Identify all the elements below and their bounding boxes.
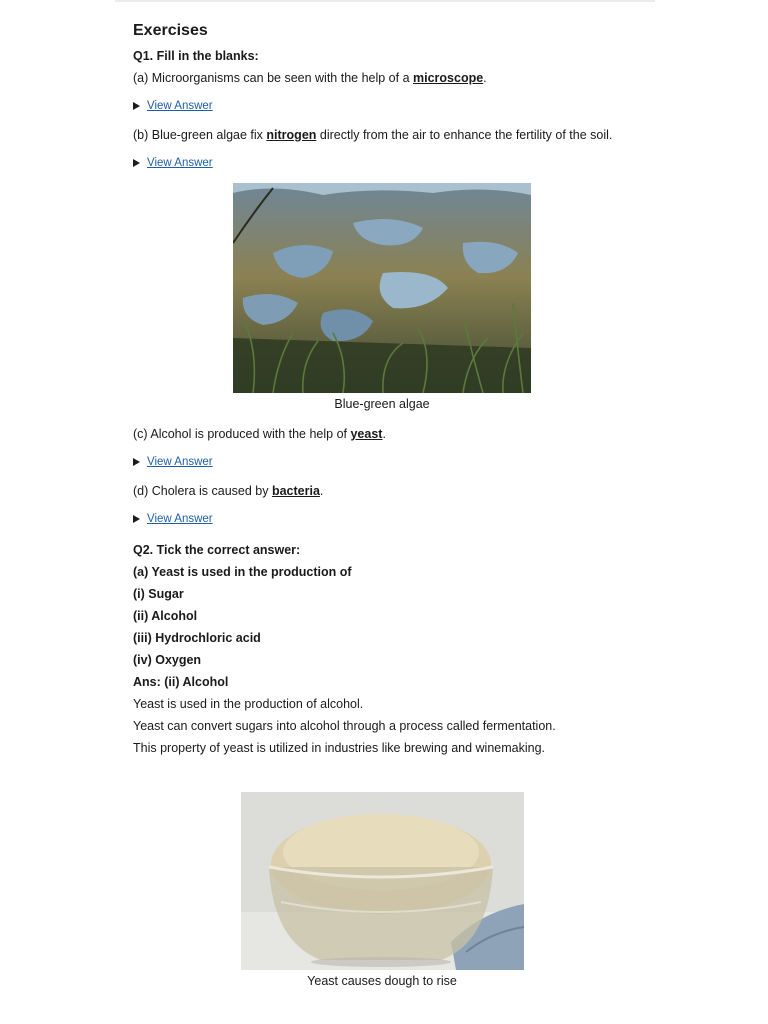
top-divider bbox=[115, 0, 655, 2]
q1-d-end: . bbox=[319, 484, 324, 498]
view-answer-a[interactable] bbox=[133, 98, 653, 114]
dough-figure bbox=[133, 792, 631, 990]
exercise-content bbox=[133, 20, 653, 990]
q1-a-answer: microscope bbox=[413, 71, 484, 85]
q1-item-b bbox=[133, 126, 653, 144]
q1-a-end: . bbox=[483, 71, 487, 85]
q2-question: (a) Yeast is used in the production of bbox=[133, 565, 352, 579]
figure-caption: Blue-green algae bbox=[334, 397, 430, 411]
triangle-right-icon bbox=[133, 102, 140, 110]
q2-option-2: (ii) Alcohol bbox=[133, 609, 198, 623]
q2-option-1: (i) Sugar bbox=[133, 587, 184, 601]
triangle-right-icon bbox=[133, 159, 140, 167]
triangle-right-icon bbox=[133, 458, 140, 466]
view-answer-link[interactable]: View Answer bbox=[147, 157, 213, 169]
q1-item-c bbox=[133, 425, 653, 443]
q2-explanation-2: Yeast can convert sugars into alcohol through a process called fermentation. bbox=[133, 719, 556, 733]
q2-option-3: (iii) Hydrochloric acid bbox=[133, 631, 261, 645]
q1-c-answer: yeast bbox=[350, 427, 383, 441]
view-answer-c[interactable] bbox=[133, 454, 653, 470]
q1-b-answer: nitrogen bbox=[266, 128, 317, 142]
view-answer-link[interactable]: View Answer bbox=[147, 513, 213, 525]
q1-heading: Q1. Fill in the blanks: bbox=[133, 49, 259, 63]
q1-b-end: directly from the air to enhance the fertility of the soil. bbox=[316, 128, 613, 142]
q2-option-4: (iv) Oxygen bbox=[133, 653, 202, 667]
q1-b-text: (b) Blue-green algae fix bbox=[133, 128, 267, 142]
q2-explanation-1: Yeast is used in the production of alcohol. bbox=[133, 697, 364, 711]
q2-heading: Q2. Tick the correct answer: bbox=[133, 543, 301, 557]
blue-green-algae-image bbox=[233, 183, 531, 393]
q2-explanation-3: This property of yeast is utilized in industries like brewing and winemaking. bbox=[133, 741, 545, 755]
figure-caption: Yeast causes dough to rise bbox=[307, 974, 457, 988]
q1-c-end: . bbox=[382, 427, 386, 441]
page-title: Exercises bbox=[133, 22, 208, 39]
view-answer-b[interactable] bbox=[133, 155, 653, 171]
q1-item-d bbox=[133, 482, 653, 500]
yeast-dough-image bbox=[241, 792, 524, 970]
q1-item-a bbox=[133, 69, 653, 87]
algae-figure bbox=[133, 183, 631, 413]
q2-answer: Ans: (ii) Alcohol bbox=[133, 675, 229, 689]
q1-d-answer: bacteria bbox=[271, 484, 320, 498]
q1-c-text: (c) Alcohol is produced with the help of bbox=[133, 427, 351, 441]
view-answer-d[interactable] bbox=[133, 511, 653, 527]
view-answer-link[interactable]: View Answer bbox=[147, 100, 213, 112]
view-answer-link[interactable]: View Answer bbox=[147, 456, 213, 468]
q1-a-text: (a) Microorganisms can be seen with the help of a bbox=[133, 71, 413, 85]
triangle-right-icon bbox=[133, 515, 140, 523]
q1-d-text: (d) Cholera is caused by bbox=[133, 484, 272, 498]
